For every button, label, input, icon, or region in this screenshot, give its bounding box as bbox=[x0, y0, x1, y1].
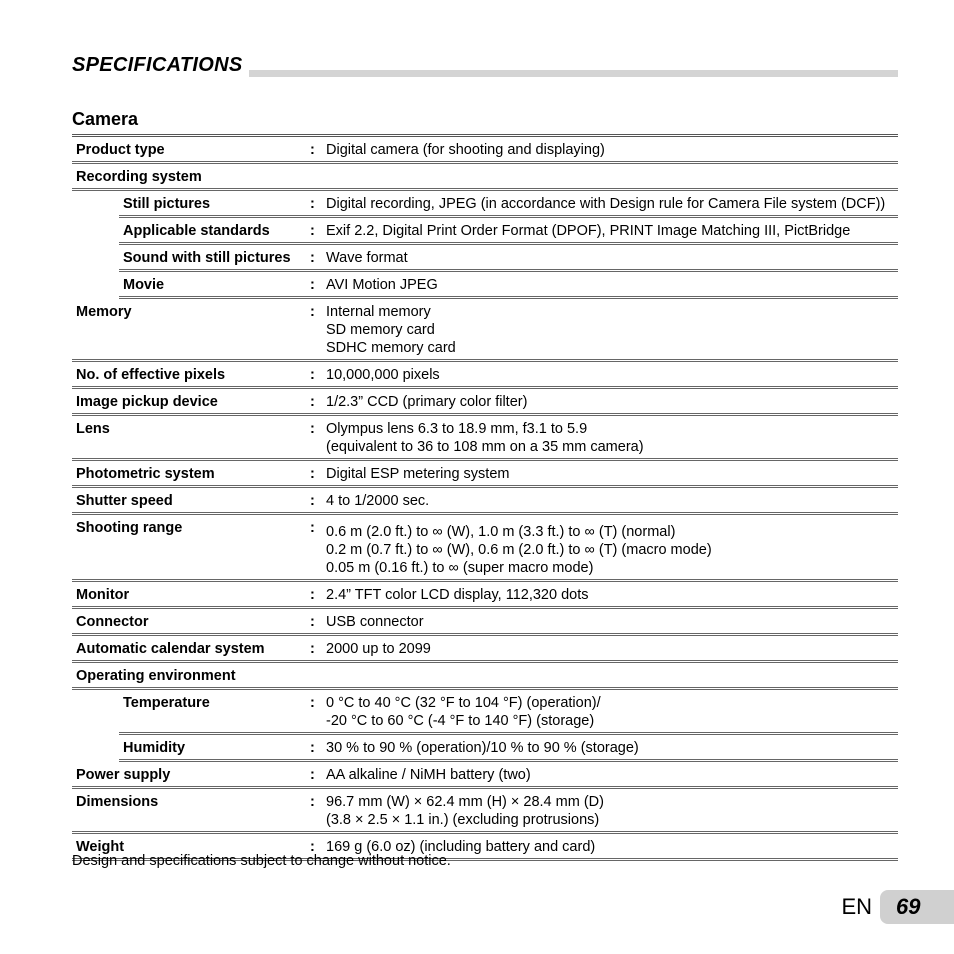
spec-value: 2000 up to 2099 bbox=[326, 641, 431, 657]
spec-label: Temperature bbox=[123, 695, 210, 711]
spec-value: 169 g (6.0 oz) (including battery and card) bbox=[326, 839, 596, 855]
spec-colon: : bbox=[310, 277, 315, 293]
spec-value: 0.6 m (2.0 ft.) to ∞ (W), 1.0 m (3.3 ft.) to ∞ (T) (normal) 0.2 m (0.7 ft.) to ∞ (W), 0.6 m (2.0 ft.) to ∞ (T) (macro mode) 0.05 m (0.16 ft.) to ∞ (super macro mode) bbox=[326, 524, 712, 576]
spec-row-memory bbox=[72, 299, 898, 362]
spec-colon: : bbox=[310, 839, 315, 855]
spec-row-movie bbox=[119, 272, 898, 299]
spec-value: Olympus lens 6.3 to 18.9 mm, f3.1 to 5.9 (equivalent to 36 to 108 mm on a 35 mm camera) bbox=[326, 421, 644, 455]
spec-value: 30 % to 90 % (operation)/10 % to 90 % (storage) bbox=[326, 740, 639, 756]
spec-colon: : bbox=[310, 740, 315, 756]
spec-value: 2.4” TFT color LCD display, 112,320 dots bbox=[326, 587, 589, 603]
spec-label: Product type bbox=[76, 142, 165, 158]
spec-value: Digital ESP metering system bbox=[326, 466, 510, 482]
spec-label: Monitor bbox=[76, 587, 130, 603]
spec-row-effective-pixels bbox=[72, 362, 898, 389]
spec-value: AA alkaline / NiMH battery (two) bbox=[326, 767, 531, 783]
page-number-box: 69 bbox=[880, 890, 954, 924]
spec-label: Image pickup device bbox=[76, 394, 218, 410]
spec-value: 1/2.3” CCD (primary color filter) bbox=[326, 394, 528, 410]
spec-row-recording-system bbox=[72, 164, 898, 191]
spec-label: Shooting range bbox=[76, 520, 183, 536]
spec-label: Still pictures bbox=[123, 196, 211, 212]
page-title: SPECIFICATIONS bbox=[72, 52, 249, 78]
spec-row-shooting-range bbox=[72, 515, 898, 582]
spec-value: Exif 2.2, Digital Print Order Format (DPOF), PRINT Image Matching III, PictBridge bbox=[326, 223, 851, 239]
spec-colon: : bbox=[310, 614, 315, 630]
spec-row-temperature bbox=[119, 690, 898, 735]
spec-value bbox=[326, 663, 898, 687]
spec-colon bbox=[310, 663, 326, 687]
spec-colon: : bbox=[310, 520, 315, 536]
spec-row-dimensions bbox=[72, 789, 898, 834]
spec-row-image-pickup bbox=[72, 389, 898, 416]
spec-label: Connector bbox=[76, 614, 149, 630]
spec-label: Movie bbox=[123, 277, 165, 293]
spec-value: AVI Motion JPEG bbox=[326, 277, 438, 293]
spec-label: Shutter speed bbox=[76, 493, 173, 509]
spec-colon: : bbox=[310, 695, 315, 711]
spec-row-connector bbox=[72, 609, 898, 636]
page-heading bbox=[72, 52, 898, 80]
spec-label: Recording system bbox=[76, 169, 202, 185]
spec-colon: : bbox=[310, 142, 315, 158]
spec-colon: : bbox=[310, 466, 315, 482]
spec-colon: : bbox=[310, 304, 315, 320]
spec-colon bbox=[310, 164, 326, 188]
spec-label: Weight bbox=[76, 839, 125, 855]
spec-colon: : bbox=[310, 767, 315, 783]
spec-colon: : bbox=[310, 493, 315, 509]
spec-value: Internal memory SD memory card SDHC memory card bbox=[326, 304, 456, 356]
spec-label: No. of effective pixels bbox=[76, 367, 226, 383]
spec-row-applicable-standards bbox=[119, 218, 898, 245]
spec-colon: : bbox=[310, 587, 315, 603]
spec-label: Photometric system bbox=[76, 466, 215, 482]
page-number bbox=[841, 890, 954, 924]
footnote: Design and specifications subject to change without notice. bbox=[72, 853, 451, 869]
spec-row-product-type bbox=[72, 137, 898, 164]
spec-colon: : bbox=[310, 421, 315, 437]
spec-row-operating-environment bbox=[72, 663, 898, 690]
spec-colon: : bbox=[310, 367, 315, 383]
spec-colon: : bbox=[310, 394, 315, 410]
language-label: EN bbox=[841, 894, 872, 919]
spec-row-calendar bbox=[72, 636, 898, 663]
spec-row-lens bbox=[72, 416, 898, 461]
spec-label: Automatic calendar system bbox=[76, 641, 265, 657]
spec-label: Operating environment bbox=[76, 668, 236, 684]
spec-value: USB connector bbox=[326, 614, 424, 630]
spec-value: 96.7 mm (W) × 62.4 mm (H) × 28.4 mm (D) (3.8 × 2.5 × 1.1 in.) (excluding protrusions) bbox=[326, 794, 604, 828]
spec-value: Digital recording, JPEG (in accordance with Design rule for Camera File system (DCF)) bbox=[326, 196, 886, 212]
spec-colon: : bbox=[310, 794, 315, 810]
spec-row-sound bbox=[119, 245, 898, 272]
spec-label: Power supply bbox=[76, 767, 171, 783]
spec-row-still-pictures bbox=[119, 191, 898, 218]
spec-label: Lens bbox=[76, 421, 110, 437]
spec-label: Sound with still pictures bbox=[123, 250, 291, 266]
spec-row-power-supply bbox=[72, 762, 898, 789]
spec-label: Memory bbox=[76, 304, 132, 320]
spec-label: Applicable standards bbox=[123, 223, 270, 239]
spec-value: Wave format bbox=[326, 250, 408, 266]
section-title: Camera bbox=[72, 109, 139, 129]
spec-colon: : bbox=[310, 641, 315, 657]
spec-colon: : bbox=[310, 250, 315, 266]
spec-row-shutter-speed bbox=[72, 488, 898, 515]
spec-value: 0 °C to 40 °C (32 °F to 104 °F) (operation)/ -20 °C to 60 °C (-4 °F to 140 °F) (storage) bbox=[326, 695, 601, 729]
spec-value bbox=[326, 164, 898, 188]
spec-row-photometric bbox=[72, 461, 898, 488]
spec-value: 4 to 1/2000 sec. bbox=[326, 493, 430, 509]
spec-value: 10,000,000 pixels bbox=[326, 367, 440, 383]
spec-label: Dimensions bbox=[76, 794, 159, 810]
spec-row-humidity bbox=[119, 735, 898, 762]
spec-colon: : bbox=[310, 196, 315, 212]
spec-row-monitor bbox=[72, 582, 898, 609]
spec-value: Digital camera (for shooting and displaying) bbox=[326, 142, 605, 158]
spec-table bbox=[72, 134, 898, 861]
spec-label: Humidity bbox=[123, 740, 186, 756]
spec-colon: : bbox=[310, 223, 315, 239]
